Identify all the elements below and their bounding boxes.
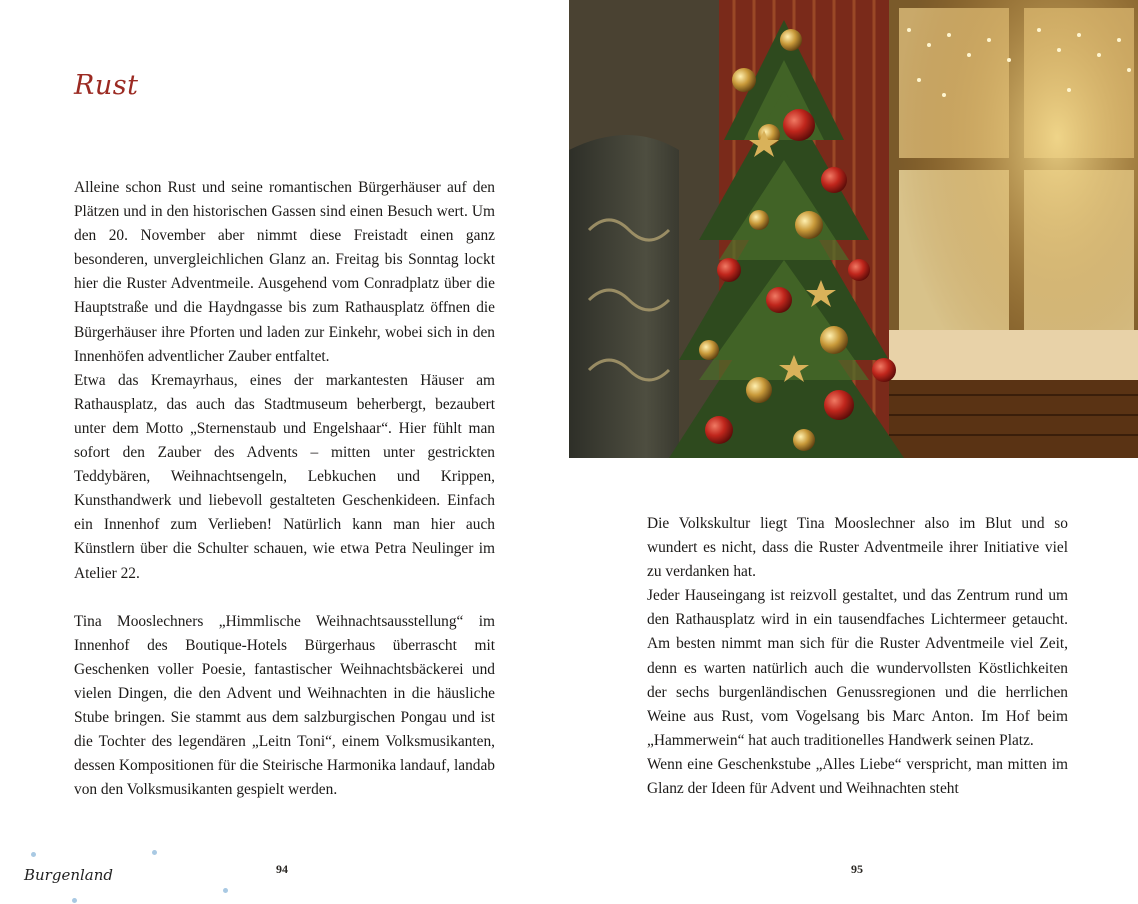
paragraph: Die Volkskultur liegt Tina Mooslechner also im Blut und so wundert es nicht, dass die Ruster Adventmeile ihrer Initiative viel zu verdanken hat. <box>647 515 1068 581</box>
page-number: 95 <box>851 862 863 876</box>
christmas-tree-photo <box>569 0 1138 458</box>
paragraph: Wenn eine Geschenkstube „Alles Liebe“ verspricht, man mitten im Glanz der Ideen für Advent und Weihnachten steht <box>647 755 1068 798</box>
paragraph: Etwa das Kremayrhaus, eines der markantesten Häuser am Rathausplatz, das auch das Stadtmuseum beherbergt, bezaubert unter dem Motto „Sternenstaub und Engelshaar“. Hier fühlt man sofort den Zauber des Advents – mitten unter gestrickten Teddybären, Weihnachtsengeln, Lebkuchen und Krippen, Kunsthandwerk und liebevoll gestalteten Geschenkideen. Einfach ein Innenhof zum Verlieben! Natürlich kann man hier auch Künstlern über die Schulter schauen, wie etwa Petra Neulinger im Atelier 22. <box>74 371 495 582</box>
right-body-text <box>647 512 1068 801</box>
paragraph: Tina Mooslechners „Himmlische Weihnachtsausstellung“ im Innenhof des Boutique-Hotels Bürgerhaus überrascht mit Geschenken voller Poesie, fantastischer Weihnachtsbäckerei und vielen Dingen, die den Advent und Weihnachten in die häusliche Stube bringen. Sie stammt aus dem salzburgischen Pongau und ist die Tochter des legendären „Leitn Toni“, einem Volksmusikanten, dessen Kompositionen für die Steirische Harmonika landauf, landab von den Volksmusikanten gespielt werden. <box>74 612 495 799</box>
paragraph: Jeder Hauseingang ist reizvoll gestaltet, und das Zentrum rund um den Rathausplatz wird in ein tausendfaches Lichtermeer getaucht. Am besten nimmt man sich für die Ruster Adventmeile viel Zeit, denn es warten natürlich auch die wundervollsten Köstlichkeiten der sechs burgenländischen Genussregionen und die herrlichen Weine aus Rust, vom Vogelsang bis Marc Anton. Im Hof beim „Hammerwein“ hat auch traditionelles Handwerk seinen Platz. <box>647 587 1068 749</box>
running-foot: Burgenland <box>24 866 113 884</box>
snowflake-dot <box>223 888 228 893</box>
left-body-text <box>74 176 495 802</box>
paragraph: Alleine schon Rust und seine romantischen Bürgerhäuser auf den Plätzen und in den historischen Gassen sind einen Besuch wert. Um den 20. November aber nimmt diese Freistadt einen ganz besonderen, unvergleichlichen Glanz an. Freitag bis Sonntag lockt hier die Ruster Adventmeile. Ausgehend vom Conradplatz über die Hauptstraße und die Haydngasse bis zum Rathausplatz öffnen die Bürgerhäuser ihre Pforten und laden zur Einkehr, wobei sich in den Innenhöfen adventlicher Zauber entfaltet. <box>74 179 495 365</box>
snowflake-dot <box>152 850 157 855</box>
right-page <box>569 0 1138 904</box>
page-number: 94 <box>276 862 288 876</box>
snowflake-dot <box>31 852 36 857</box>
snowflake-dot <box>72 898 77 903</box>
chapter-title: Rust <box>74 70 139 101</box>
